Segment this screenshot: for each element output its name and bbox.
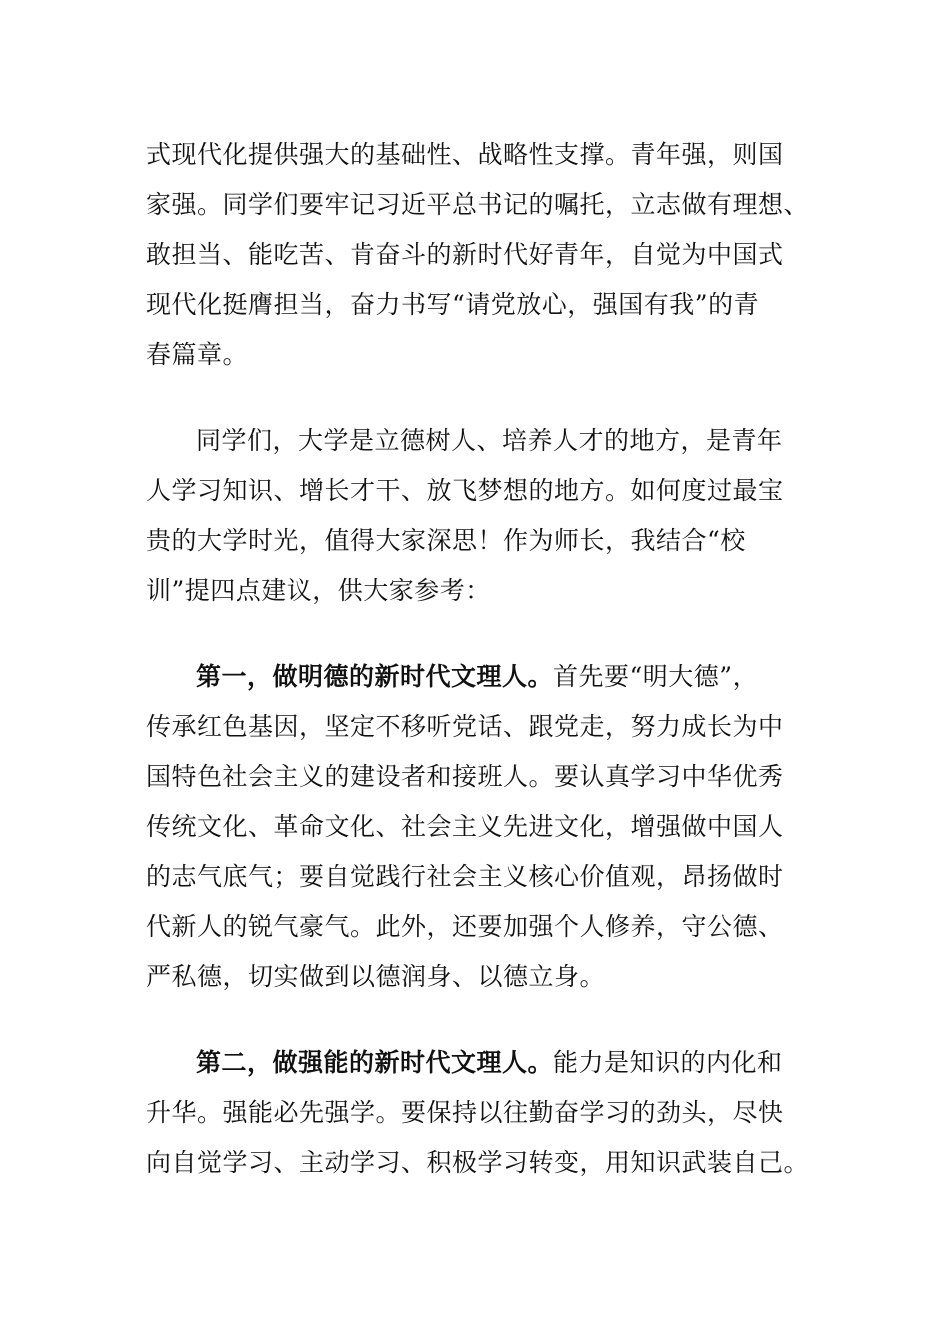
paragraph-continuation (146, 130, 810, 380)
paragraph-gap (146, 1002, 806, 1038)
text-line: 的志气底气；要自觉践行社会主义核心价值观，昂扬做时 (146, 862, 784, 891)
paragraph-gap (146, 616, 806, 652)
paragraph-gap (146, 380, 806, 416)
text-line: 严私德，切实做到以德润身、以德立身。 (146, 962, 606, 991)
text-line: 式现代化提供强大的基础性、战略性支撑。青年强，则国 (146, 140, 784, 169)
text-line: 训”提四点建议，供大家参考： (146, 576, 491, 605)
text-line: 敢担当、能吃苦、肯奋斗的新时代好青年，自觉为中国式 (146, 240, 784, 269)
text-line: 国特色社会主义的建设者和接班人。要认真学习中华优秀 (146, 762, 784, 791)
point-text: 首先要“明大德”， (553, 662, 759, 691)
paragraph-point-two (146, 1038, 810, 1188)
text-line: 同学们，大学是立德树人、培养人才的地方，是青年 (196, 426, 783, 455)
text-line: 贵的大学时光，值得大家深思！作为师长，我结合“校 (146, 526, 746, 555)
text-line: 现代化挺膺担当，奋力书写“请党放心，强国有我”的青 (146, 290, 760, 319)
point-text: 能力是知识的内化和 (553, 1048, 783, 1077)
point-heading: 第二，做强能的新时代文理人。 (196, 1048, 554, 1077)
text-line: 传承红色基因，坚定不移听党话、跟党走，努力成长为中 (146, 712, 784, 741)
point-heading: 第一，做明德的新时代文理人。 (196, 662, 554, 691)
text-line: 家强。同学们要牢记习近平总书记的嘱托，立志做有理想、 (146, 190, 810, 219)
text-line (146, 652, 806, 702)
text-line: 春篇章。 (146, 340, 249, 369)
text-line: 传统文化、革命文化、社会主义先进文化，增强做中国人 (146, 812, 784, 841)
text-line: 代新人的锐气豪气。此外，还要加强个人修养，守公德、 (146, 912, 784, 941)
text-line: 人学习知识、增长才干、放飞梦想的地方。如何度过最宝 (146, 476, 784, 505)
paragraph-point-one (146, 652, 806, 1002)
text-line: 升华。强能必先强学。要保持以往勤奋学习的劲头，尽快 (146, 1098, 784, 1127)
document-body (146, 130, 810, 1188)
text-line: 向自觉学习、主动学习、积极学习转变，用知识武装自己。 (146, 1148, 810, 1177)
text-line (146, 1038, 806, 1088)
paragraph-intro (146, 416, 806, 616)
